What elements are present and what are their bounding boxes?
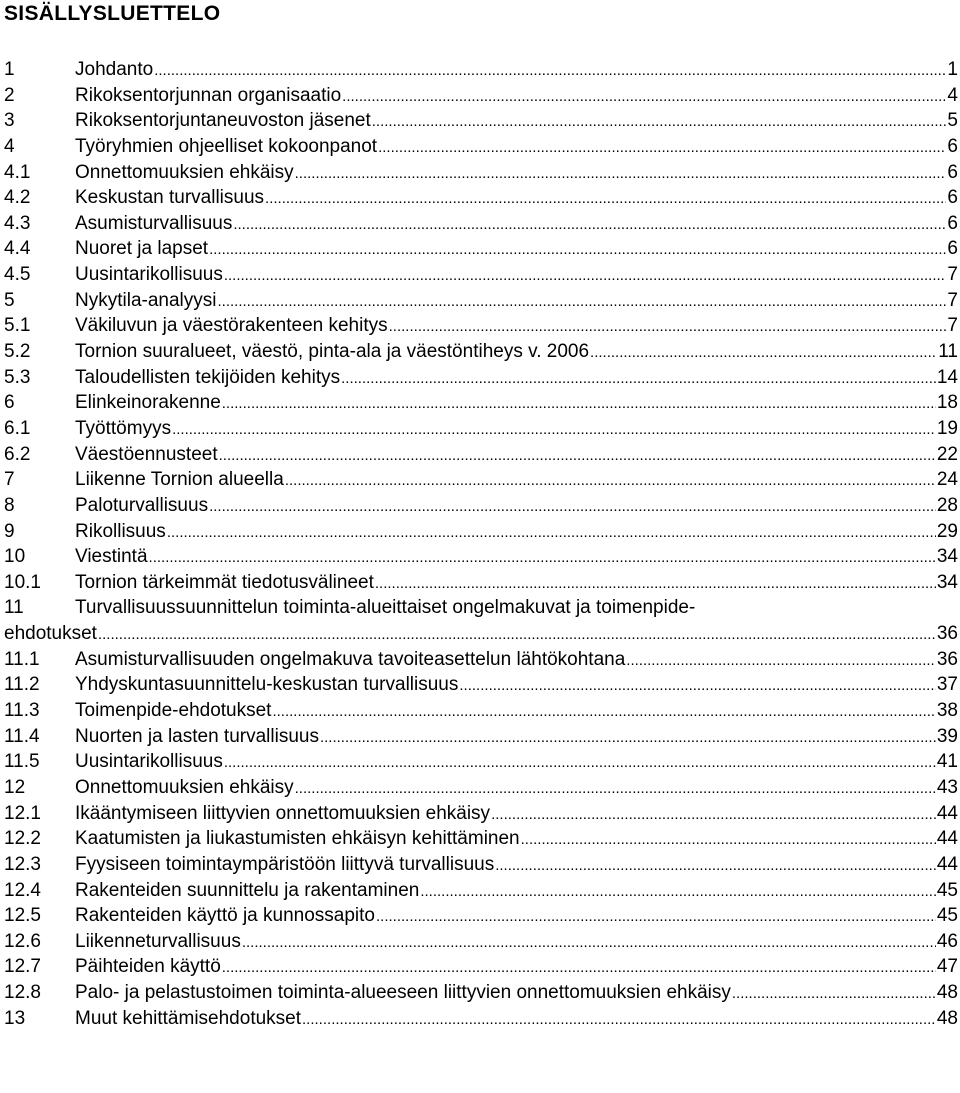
toc-entry-title: Keskustan turvallisuus xyxy=(75,187,265,209)
toc-entry-title: Asumisturvallisuuden ongelmakuva tavoiteasettelun lähtökohtana xyxy=(75,648,626,670)
toc-entry-title: Päihteiden käyttö xyxy=(75,956,221,978)
toc-entry-number: 12.1 xyxy=(4,802,41,824)
toc-entry-title: Nykytila-analyysi xyxy=(75,289,217,311)
toc-entry-title: Elinkeinorakenne xyxy=(75,392,221,414)
toc-entry[interactable] xyxy=(4,262,958,288)
toc-entry-title: Työryhmien ohjeelliset kokoonpanot xyxy=(75,135,378,157)
dot-leader xyxy=(302,1007,936,1033)
dot-leader xyxy=(242,930,936,956)
dot-leader xyxy=(209,237,946,263)
toc-entry[interactable] xyxy=(4,1006,958,1032)
dot-leader xyxy=(98,622,936,648)
table-of-contents xyxy=(4,57,958,1031)
toc-entry-title: Rikollisuus xyxy=(75,520,166,542)
toc-entry-number: 9 xyxy=(4,520,15,542)
dot-leader xyxy=(389,314,947,340)
toc-entry-number: 5.3 xyxy=(4,366,31,388)
toc-entry-number: 5.2 xyxy=(4,341,31,363)
toc-entry-number: 8 xyxy=(4,494,15,516)
toc-entry[interactable] xyxy=(4,313,958,339)
toc-entry-number: 4.5 xyxy=(4,264,31,286)
toc-entry-number: 4 xyxy=(4,135,15,157)
toc-entry-page: 36 xyxy=(936,648,958,670)
toc-entry-title: Rakenteiden suunnittelu ja rakentaminen xyxy=(75,879,420,901)
toc-entry-number: 3 xyxy=(4,110,15,132)
toc-entry-number: 11 xyxy=(4,597,24,619)
dot-leader xyxy=(732,981,936,1007)
dot-leader xyxy=(521,827,936,853)
toc-entry[interactable] xyxy=(4,519,958,545)
toc-entry-number: 10 xyxy=(4,546,26,568)
toc-entry-number: 1 xyxy=(4,59,15,80)
toc-entry-number: 4.2 xyxy=(4,187,31,209)
toc-entry-title-line1: Turvallisuussuunnittelun toiminta-alueittaiset ongelmakuvat ja toimenpide- xyxy=(75,597,696,619)
dot-leader xyxy=(222,391,936,417)
dot-leader xyxy=(217,289,946,315)
toc-entry-number: 12.7 xyxy=(4,956,41,978)
toc-entry-title: Väkiluvun ja väestörakenteen kehitys xyxy=(75,315,388,337)
toc-entry[interactable] xyxy=(4,211,958,237)
toc-entry[interactable] xyxy=(4,954,958,980)
toc-entry[interactable] xyxy=(4,83,958,109)
toc-entry-title: Tornion tärkeimmät tiedotusvälineet xyxy=(75,571,374,593)
toc-entry-page: 6 xyxy=(947,161,958,183)
dot-leader xyxy=(341,366,936,392)
toc-entry[interactable] xyxy=(4,647,958,673)
dot-leader xyxy=(149,545,936,571)
dot-leader xyxy=(626,648,936,674)
toc-entry-number: 11.3 xyxy=(4,700,40,722)
toc-entry[interactable] xyxy=(4,544,958,570)
toc-entry-number: 12.6 xyxy=(4,930,41,952)
toc-entry-page: 19 xyxy=(936,417,958,439)
toc-entry-number: 5.1 xyxy=(4,315,31,337)
dot-leader xyxy=(209,494,936,520)
toc-entry[interactable] xyxy=(4,570,958,596)
toc-entry-page: 11 xyxy=(938,341,958,363)
dot-leader xyxy=(491,802,936,828)
toc-entry-title: Yhdyskuntasuunnittelu-keskustan turvallisuus xyxy=(75,674,459,696)
toc-entry-page: 28 xyxy=(936,494,958,516)
toc-entry[interactable] xyxy=(4,826,958,852)
toc-entry-page: 44 xyxy=(936,802,958,824)
dot-leader xyxy=(342,84,946,110)
toc-entry[interactable] xyxy=(4,980,958,1006)
toc-entry-number: 5 xyxy=(4,289,15,311)
toc-entry[interactable] xyxy=(4,442,958,468)
toc-entry-number: 11.4 xyxy=(4,725,40,747)
toc-entry-number: 12.4 xyxy=(4,879,41,901)
toc-entry-title: Ikääntymiseen liittyvien onnettomuuksien ehkäisy xyxy=(75,802,491,824)
toc-entry-page: 45 xyxy=(936,905,958,927)
toc-entry[interactable] xyxy=(4,416,958,442)
dot-leader xyxy=(375,571,936,597)
toc-entry-page: 48 xyxy=(936,982,958,1004)
toc-entry[interactable] xyxy=(4,903,958,929)
toc-entry-title: Työttömyys xyxy=(75,417,172,439)
toc-entry-page: 14 xyxy=(936,366,958,388)
toc-entry-page: 46 xyxy=(936,930,958,952)
toc-entry-title: Kaatumisten ja liukastumisten ehkäisyn kehittäminen xyxy=(75,828,520,850)
dot-leader xyxy=(265,186,946,212)
toc-entry[interactable] xyxy=(4,929,958,955)
toc-entry[interactable] xyxy=(4,390,958,416)
toc-entry-number: 2 xyxy=(4,84,15,106)
toc-entry-title: Paloturvallisuus xyxy=(75,494,209,516)
dot-leader xyxy=(590,340,937,366)
toc-entry-page: 6 xyxy=(947,238,958,260)
toc-entry-page: 44 xyxy=(936,853,958,875)
toc-entry-page: 44 xyxy=(936,828,958,850)
toc-entry[interactable] xyxy=(4,698,958,724)
toc-entry-title: Tornion suuralueet, väestö, pinta-ala ja väestöntiheys v. 2006 xyxy=(75,341,590,363)
toc-entry-title: Uusintarikollisuus xyxy=(75,751,223,773)
toc-entry-title: Palo- ja pelastustoimen toiminta-alueeseen liittyvien onnettomuuksien ehkäisy xyxy=(75,982,731,1004)
dot-leader xyxy=(272,699,935,725)
toc-entry-title: Väestöennusteet xyxy=(75,443,218,465)
dot-leader xyxy=(233,212,946,238)
toc-entry-page: 34 xyxy=(936,546,958,568)
toc-entry-title: Johdanto xyxy=(75,59,154,80)
dot-leader xyxy=(320,725,936,751)
toc-entry-page: 7 xyxy=(947,315,958,337)
toc-entry-title: Rikoksentorjuntaneuvoston jäsenet xyxy=(75,110,371,132)
dot-leader xyxy=(295,161,947,187)
toc-entry-number: 12 xyxy=(4,776,26,798)
toc-entry-title: Viestintä xyxy=(75,546,148,568)
toc-entry[interactable] xyxy=(4,878,958,904)
toc-entry-page: 38 xyxy=(936,700,958,722)
toc-entry-number: 7 xyxy=(4,469,15,491)
toc-entry[interactable] xyxy=(4,852,958,878)
toc-entry-title: Fyysiseen toimintaympäristöön liittyvä turvallisuus xyxy=(75,853,495,875)
toc-entry-title: Nuorten ja lasten turvallisuus xyxy=(75,725,319,747)
toc-entry-number: 12.5 xyxy=(4,905,41,927)
toc-entry-page: 29 xyxy=(936,520,958,542)
toc-entry-number: 12.2 xyxy=(4,828,41,850)
dot-leader xyxy=(295,776,936,802)
toc-entry-title: Asumisturvallisuus xyxy=(75,212,233,234)
toc-entry-page: 7 xyxy=(947,264,958,286)
toc-entry[interactable] xyxy=(4,160,958,186)
dot-leader xyxy=(222,955,936,981)
dot-leader xyxy=(172,417,936,443)
toc-entry[interactable] xyxy=(4,288,958,314)
toc-entry-title: ehdotukset xyxy=(4,623,97,645)
toc-entry-page: 39 xyxy=(936,725,958,747)
toc-entry-title: Toimenpide-ehdotukset xyxy=(75,700,272,722)
toc-entry-page: 34 xyxy=(936,571,958,593)
toc-entry-page: 6 xyxy=(947,187,958,209)
toc-entry-number: 12.3 xyxy=(4,853,41,875)
toc-entry-title: Liikenneturvallisuus xyxy=(75,930,241,952)
toc-entry-title: Onnettomuuksien ehkäisy xyxy=(75,161,294,183)
toc-entry[interactable] xyxy=(4,775,958,801)
toc-entry-page: 48 xyxy=(936,1007,958,1029)
toc-entry-number: 6.1 xyxy=(4,417,31,439)
page-title: SISÄLLYSLUETTELO xyxy=(4,2,221,25)
toc-entry-page: 6 xyxy=(947,212,958,234)
toc-entry[interactable] xyxy=(4,236,958,262)
dot-leader xyxy=(167,520,936,546)
toc-entry-title: Liikenne Tornion alueella xyxy=(75,469,284,491)
toc-entry-page: 22 xyxy=(936,443,958,465)
toc-entry-number: 10.1 xyxy=(4,571,41,593)
toc-entry-page: 36 xyxy=(936,623,958,645)
toc-entry[interactable] xyxy=(4,493,958,519)
toc-entry[interactable] xyxy=(4,467,958,493)
toc-entry-page: 24 xyxy=(936,469,958,491)
toc-entry-page: 7 xyxy=(947,289,958,311)
toc-entry[interactable] xyxy=(4,57,958,83)
toc-entry-number: 4.3 xyxy=(4,212,31,234)
toc-entry-page: 47 xyxy=(936,956,958,978)
toc-entry[interactable] xyxy=(4,365,958,391)
toc-entry[interactable] xyxy=(4,339,958,365)
toc-entry-title: Rakenteiden käyttö ja kunnossapito xyxy=(75,905,375,927)
toc-entry-number: 4.1 xyxy=(4,161,31,183)
toc-entry-title: Nuoret ja lapset xyxy=(75,238,209,260)
toc-entry-title: Uusintarikollisuus xyxy=(75,264,223,286)
toc-entry-number: 11.2 xyxy=(4,674,40,696)
toc-entry-number: 12.8 xyxy=(4,982,41,1004)
toc-entry-number: 13 xyxy=(4,1007,26,1029)
toc-entry-page: 45 xyxy=(936,879,958,901)
toc-entry-title: Muut kehittämisehdotukset xyxy=(75,1007,302,1029)
toc-entry-number: 11.1 xyxy=(4,648,40,670)
dot-leader xyxy=(224,750,936,776)
toc-entry-page: 1 xyxy=(947,59,958,80)
dot-leader xyxy=(420,879,936,905)
toc-entry-page: 6 xyxy=(947,135,958,157)
dot-leader xyxy=(495,853,936,879)
toc-entry-page: 37 xyxy=(936,674,958,696)
toc-entry[interactable] xyxy=(4,595,958,646)
toc-entry-page: 41 xyxy=(936,751,958,773)
toc-entry[interactable] xyxy=(4,672,958,698)
toc-entry-title: Rikoksentorjunnan organisaatio xyxy=(75,84,342,106)
toc-entry[interactable] xyxy=(4,749,958,775)
toc-entry[interactable] xyxy=(4,134,958,160)
toc-entry-number: 6 xyxy=(4,392,15,414)
dot-leader xyxy=(219,443,936,469)
dot-leader xyxy=(224,263,947,289)
toc-entry-page: 18 xyxy=(936,392,958,414)
dot-leader xyxy=(154,58,946,84)
dot-leader xyxy=(378,135,946,161)
toc-entry-title: Taloudellisten tekijöiden kehitys xyxy=(75,366,341,388)
toc-entry-page: 4 xyxy=(947,84,958,106)
toc-entry[interactable] xyxy=(4,185,958,211)
dot-leader xyxy=(285,468,936,494)
toc-entry[interactable] xyxy=(4,108,958,134)
dot-leader xyxy=(372,109,947,135)
toc-entry-page: 5 xyxy=(947,110,958,132)
toc-entry[interactable] xyxy=(4,724,958,750)
toc-entry-page: 43 xyxy=(936,776,958,798)
dot-leader xyxy=(376,904,936,930)
toc-entry-number: 4.4 xyxy=(4,238,31,260)
toc-entry-title: Onnettomuuksien ehkäisy xyxy=(75,776,294,798)
toc-entry-number: 11.5 xyxy=(4,751,40,773)
toc-entry-number: 6.2 xyxy=(4,443,31,465)
toc-entry[interactable] xyxy=(4,801,958,827)
dot-leader xyxy=(459,673,935,699)
